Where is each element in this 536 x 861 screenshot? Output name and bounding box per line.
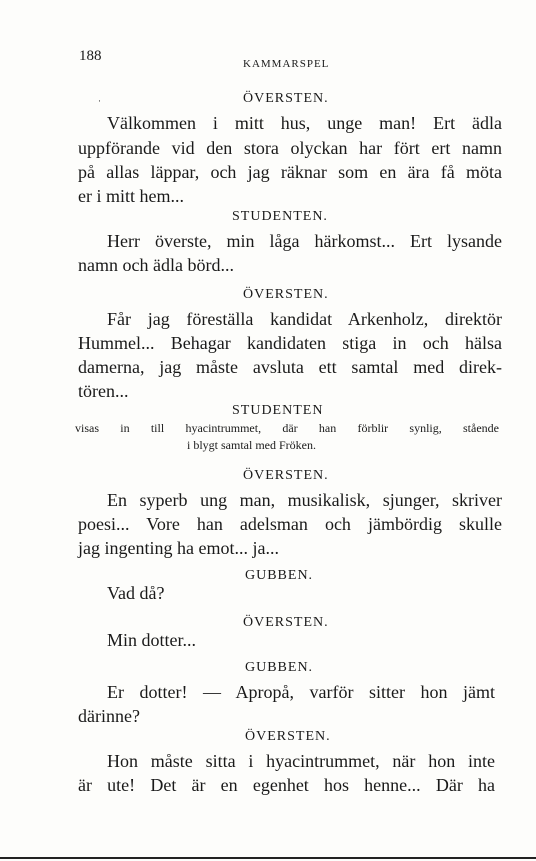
- text-line: jag ingenting ha emot... ja...: [78, 538, 279, 558]
- speaker-name: ÖVERSTEN.: [243, 91, 329, 106]
- text-line: Hummel... Behagar kandidaten stiga in och hälsa: [78, 333, 502, 353]
- speaker-name: ÖVERSTEN.: [243, 468, 329, 483]
- text-line: namn och ädla börd...: [78, 255, 234, 275]
- speaker-name: STUDENTEN.: [232, 209, 328, 224]
- bottom-rule: [0, 857, 536, 859]
- text-line: Välkommen i mitt hus, unge man! Ert ädla: [107, 113, 502, 133]
- running-head: KAMMARSPEL: [243, 58, 330, 70]
- text-line: är ute! Det är en egenhet hos henne... Där ha: [78, 775, 495, 795]
- stage-direction-line: visas in till hyacintrummet, där han förblir synlig, stående: [75, 421, 499, 435]
- page-number: 188: [79, 48, 102, 64]
- text-line: damerna, jag måste avsluta ett samtal med direk-: [78, 357, 502, 377]
- text-line: Hon måste sitta i hyacintrummet, när hon inte: [107, 751, 495, 771]
- text-line: därinne?: [78, 706, 140, 726]
- speaker-name: GUBBEN.: [245, 568, 314, 583]
- text-line: Får jag föreställa kandidat Arkenholz, direktör: [107, 309, 502, 329]
- speaker-name: ÖVERSTEN.: [243, 615, 329, 630]
- speaker-name: STUDENTEN: [232, 403, 324, 418]
- text-line: på allas läppar, och jag räknar som en ära få möta: [78, 162, 502, 182]
- text-line: tören...: [78, 381, 129, 401]
- speaker-name: ÖVERSTEN.: [245, 729, 331, 744]
- text-line: Vad då?: [107, 583, 165, 603]
- text-line: Min dotter...: [107, 630, 196, 650]
- text-line: En syperb ung man, musikalisk, sjunger, skriver: [107, 490, 502, 510]
- text-line: Er dotter! — Apropå, varför sitter hon jämt: [107, 682, 495, 702]
- text-line: Herr överste, min låga härkomst... Ert lysande: [107, 231, 502, 251]
- text-line: er i mitt hem...: [78, 186, 184, 206]
- speaker-name: GUBBEN.: [245, 660, 314, 675]
- text-line: uppförande vid den stora olyckan har fört ert namn: [78, 138, 502, 158]
- stage-direction-line: i blygt samtal med Fröken.: [187, 438, 316, 452]
- stray-mark: ·: [98, 96, 101, 106]
- speaker-name: ÖVERSTEN.: [243, 287, 329, 302]
- text-line: poesi... Vore han adelsman och jämbördig skulle: [78, 514, 502, 534]
